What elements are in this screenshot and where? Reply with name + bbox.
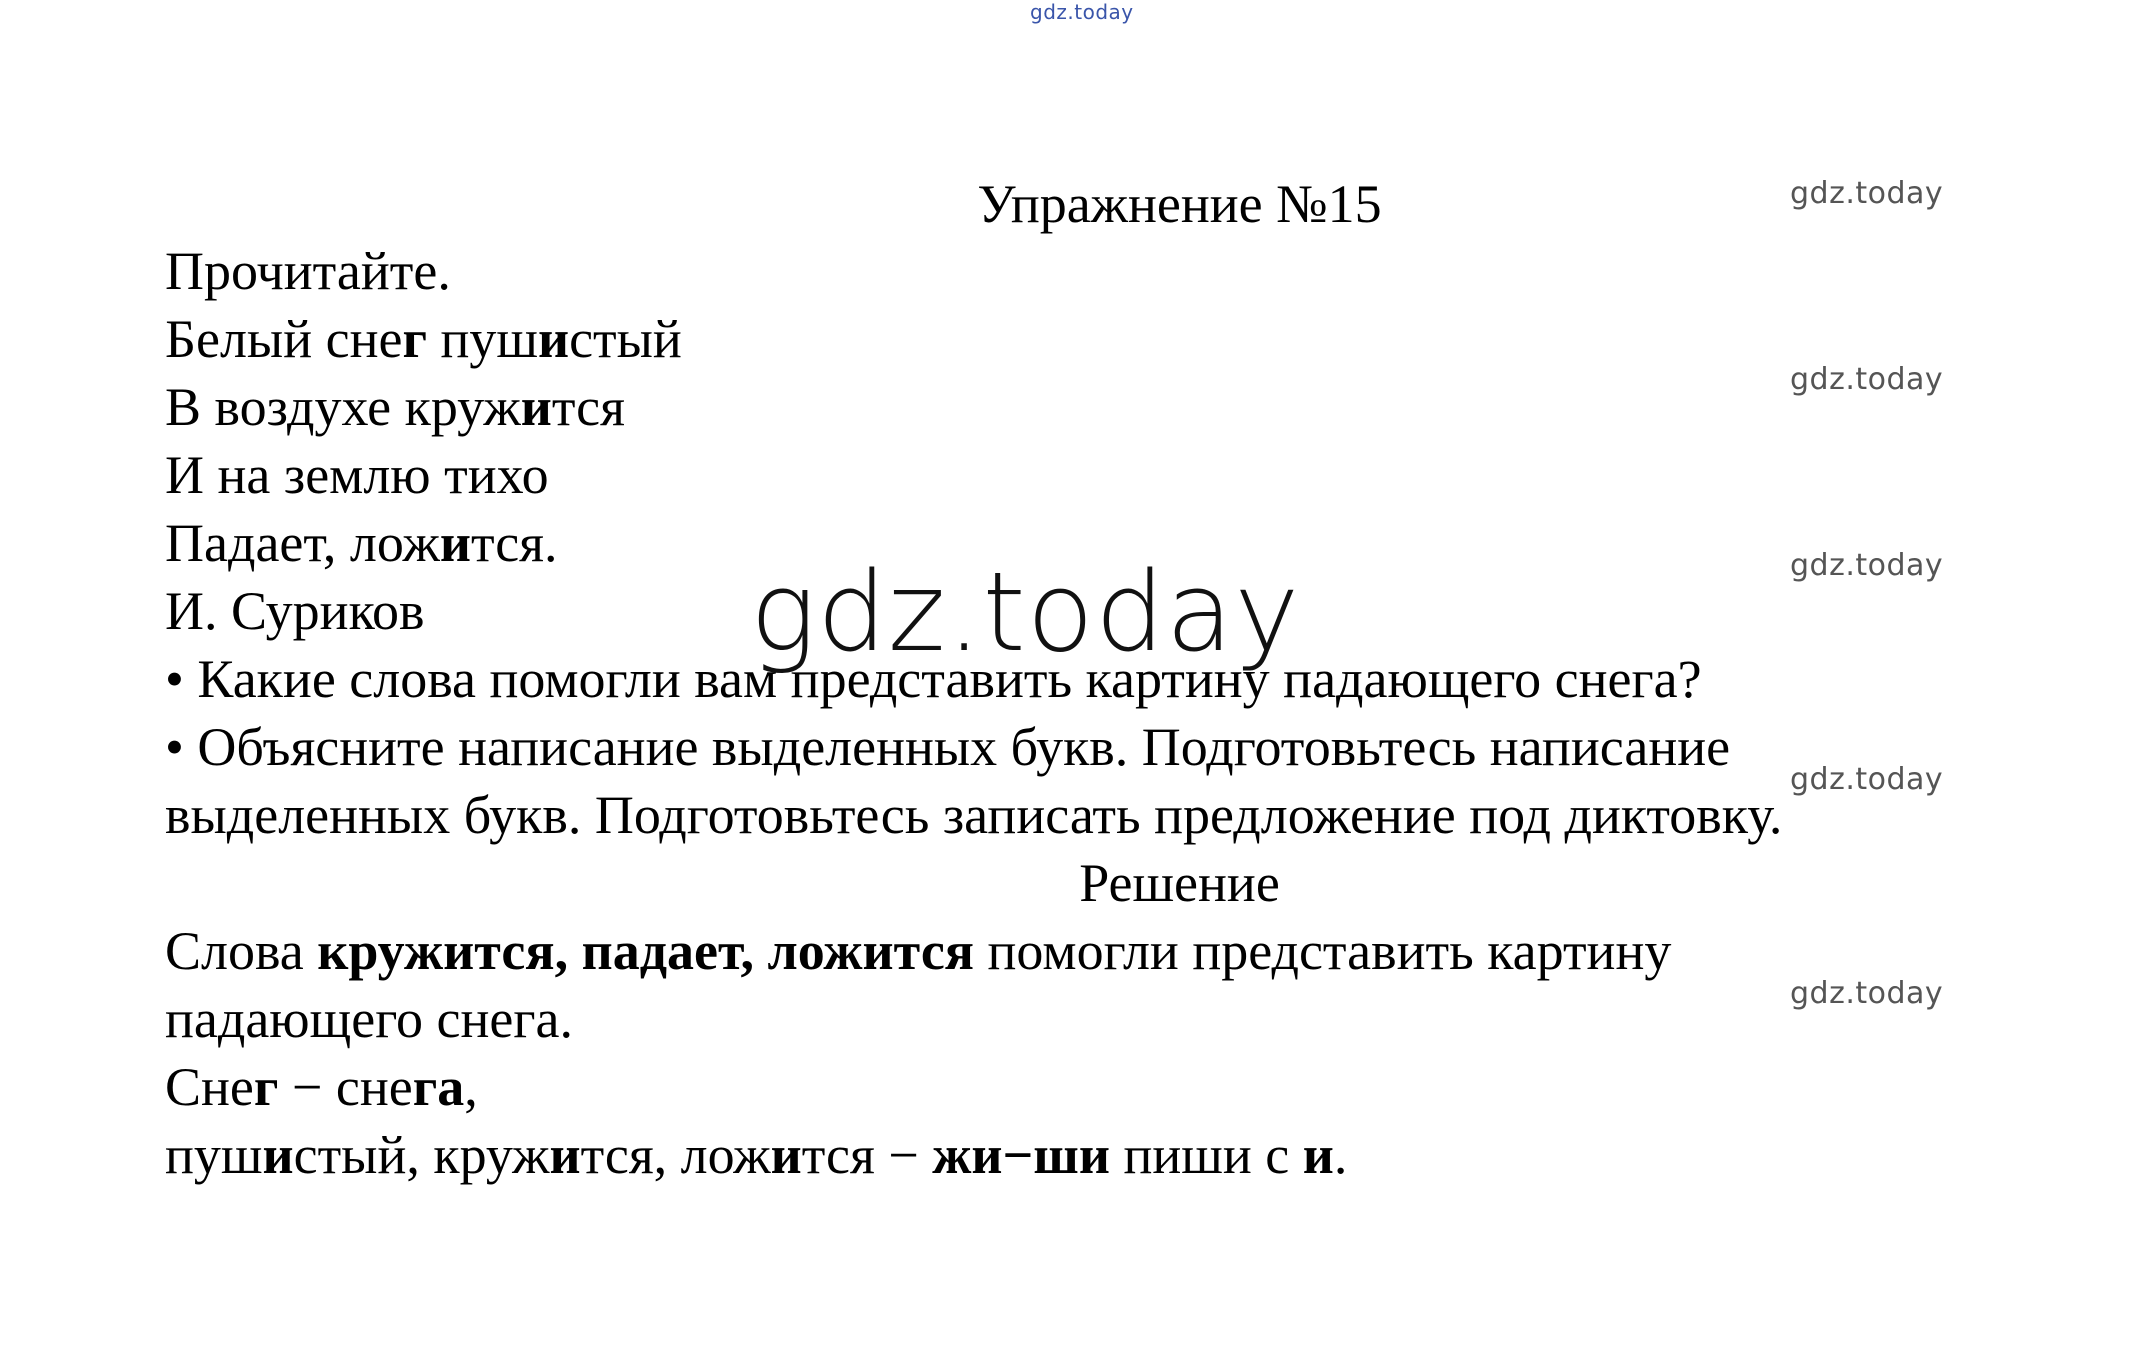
poem-author: И. Суриков (165, 581, 425, 641)
poem-line-1: Белый снег пушистый (165, 309, 682, 369)
solution-paragraph-1: Слова кружится, падает, ложится помогли представить картину (165, 921, 1672, 981)
solution-paragraph-2: Снег − снега, (165, 1057, 478, 1117)
poem-line-2: В воздухе кружится (165, 377, 625, 437)
solution-heading: Решение (1079, 853, 1280, 913)
watermark-large: gdz.today (750, 548, 1301, 676)
poem-line-3: И на землю тихо (165, 445, 549, 505)
watermark-right-3: gdz.today (1790, 548, 1944, 583)
exercise-title: Упражнение №15 (977, 174, 1382, 234)
watermark-right-1: gdz.today (1790, 176, 1944, 211)
solution-paragraph-1-line-2: падающего снега. (165, 989, 573, 1049)
poem-line-4: Падает, ложится. (165, 513, 558, 573)
instruction-text: Прочитайте. (165, 241, 451, 301)
question-2-line-1: • Объясните написание выделенных букв. Подготовьтесь написание (165, 717, 1731, 777)
solution-paragraph-3: пушистый, кружится, ложится − жи−ши пиши с и. (165, 1125, 1348, 1185)
watermark-right-2: gdz.today (1790, 362, 1944, 397)
question-2-line-2: выделенных букв. Подготовьтесь записать предложение под диктовку. (165, 785, 1783, 845)
watermark-right-5: gdz.today (1790, 976, 1944, 1011)
watermark-top: gdz.today (1030, 0, 1134, 24)
question-1: • Какие слова помогли вам представить картину падающего снега? (165, 649, 1702, 709)
watermark-right-4: gdz.today (1790, 762, 1944, 797)
